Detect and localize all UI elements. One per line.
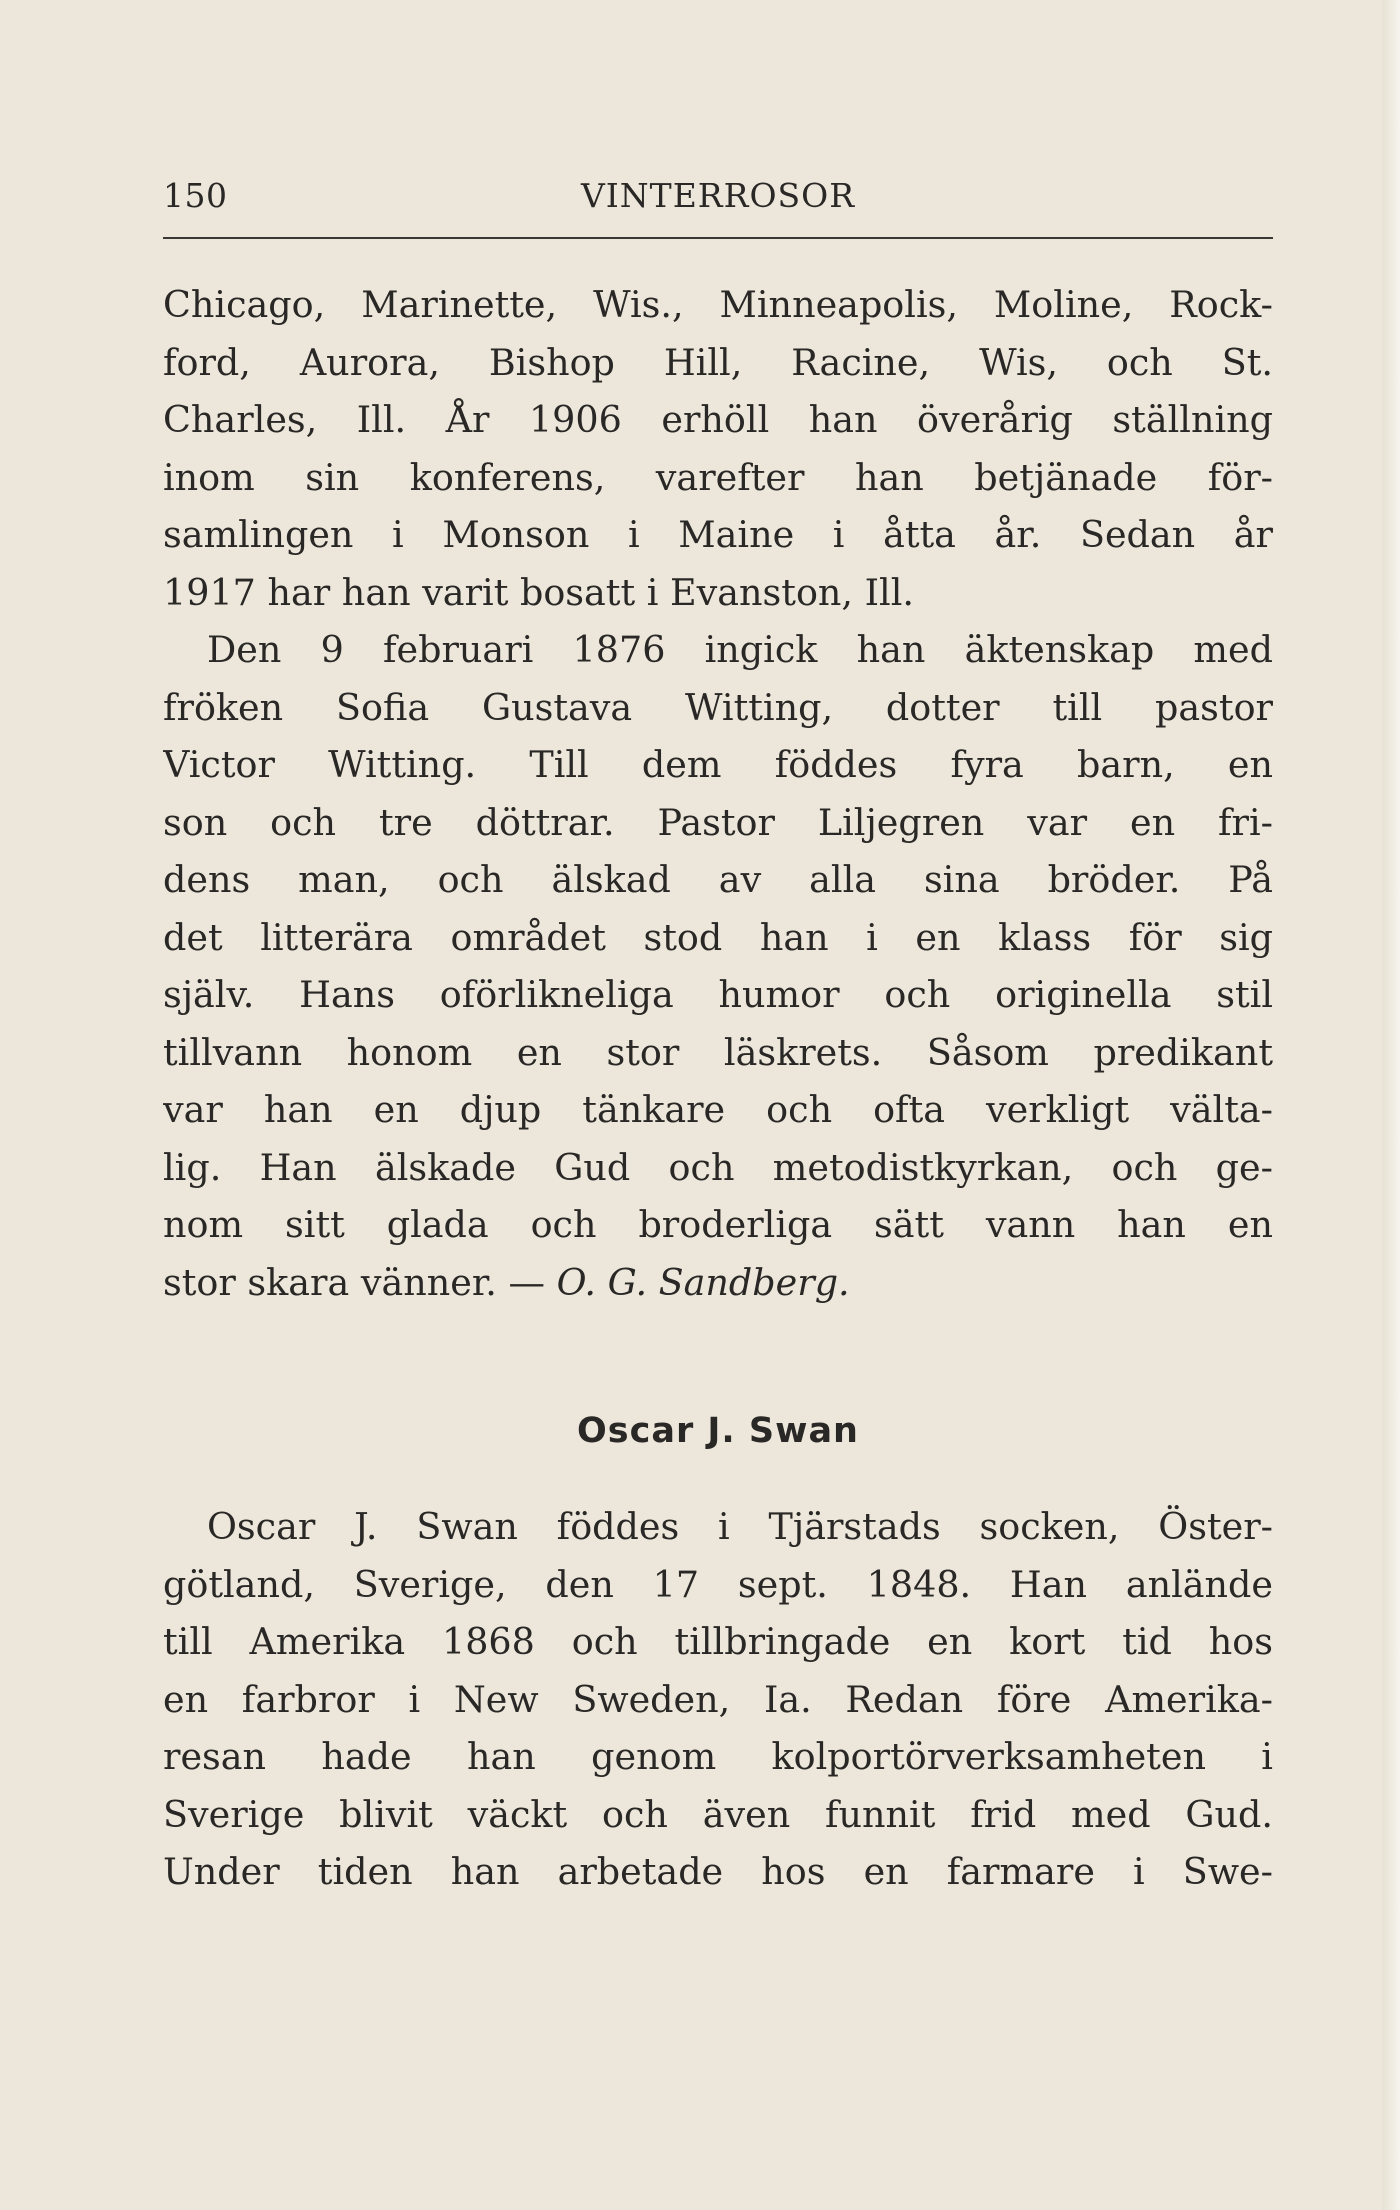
section-heading: Oscar J. Swan [577, 1411, 859, 1451]
page-number: 150 [163, 176, 228, 215]
text-line: samlingen i Monson i Maine i åtta år. Sedan år [163, 513, 1273, 556]
page-edge [1382, 0, 1400, 2210]
text-line-last [163, 1254, 1273, 1312]
text-line: Chicago, Marinette, Wis., Minneapolis, Moline, Rock- [163, 283, 1273, 326]
text-line: lig. Han älskade Gud och metodistkyrkan, och ge- [163, 1145, 1273, 1189]
running-title: VINTERROSOR [580, 176, 856, 215]
text-line: götland, Sverige, den 17 sept. 1848. Han anlände [163, 1562, 1273, 1606]
text-line: ford, Aurora, Bishop Hill, Racine, Wis, och St. [163, 340, 1273, 384]
page-header [163, 176, 1273, 226]
text-line: själv. Hans oförlikneliga humor och originella stil [163, 973, 1273, 1016]
text-line: tillvann honom en stor läskrets. Såsom predikant [163, 1030, 1273, 1074]
text-line: resan hade han genom kolportörverksamheten i [163, 1735, 1273, 1778]
text-line: Sverige blivit väckt och även funnit frid med Gud. [163, 1792, 1273, 1836]
author-signature: O. G. Sandberg. [556, 1260, 850, 1304]
text-line: var han en djup tänkare och ofta verkligt välta- [163, 1088, 1273, 1131]
text-line: det litterära området stod han i en klass för sig [163, 915, 1273, 959]
text-line: till Amerika 1868 och tillbringade en kort tid hos [163, 1620, 1273, 1663]
text-line: Oscar J. Swan föddes i Tjärstads socken, Öster- [207, 1505, 1273, 1548]
header-rule [163, 237, 1273, 239]
last-line-text: stor skara vänner. — [163, 1260, 557, 1304]
text-line: Under tiden han arbetade hos en farmare i Swe- [163, 1850, 1273, 1893]
text-line: fröken Sofia Gustava Witting, dotter till pastor [163, 685, 1273, 729]
text-line: 1917 har han varit bosatt i Evanston, Ill. [163, 570, 914, 614]
text-line: son och tre döttrar. Pastor Liljegren var en fri- [163, 800, 1273, 844]
obituary-liljegren-text [163, 276, 1273, 1311]
text-line: nom sitt glada och broderliga sätt vann han en [163, 1203, 1273, 1246]
text-line: dens man, och älskad av alla sina bröder. På [163, 858, 1273, 901]
text-line: Charles, Ill. År 1906 erhöll han överårig ställning [163, 398, 1273, 441]
obituary-swan-text [163, 1498, 1273, 1901]
text-line: Victor Witting. Till dem föddes fyra barn, en [163, 743, 1273, 786]
text-line: en farbror i New Sweden, Ia. Redan före Amerika- [163, 1677, 1273, 1721]
text-line: Den 9 februari 1876 ingick han äktenskap med [207, 628, 1273, 671]
text-line: inom sin konferens, varefter han betjänade för- [163, 455, 1273, 499]
